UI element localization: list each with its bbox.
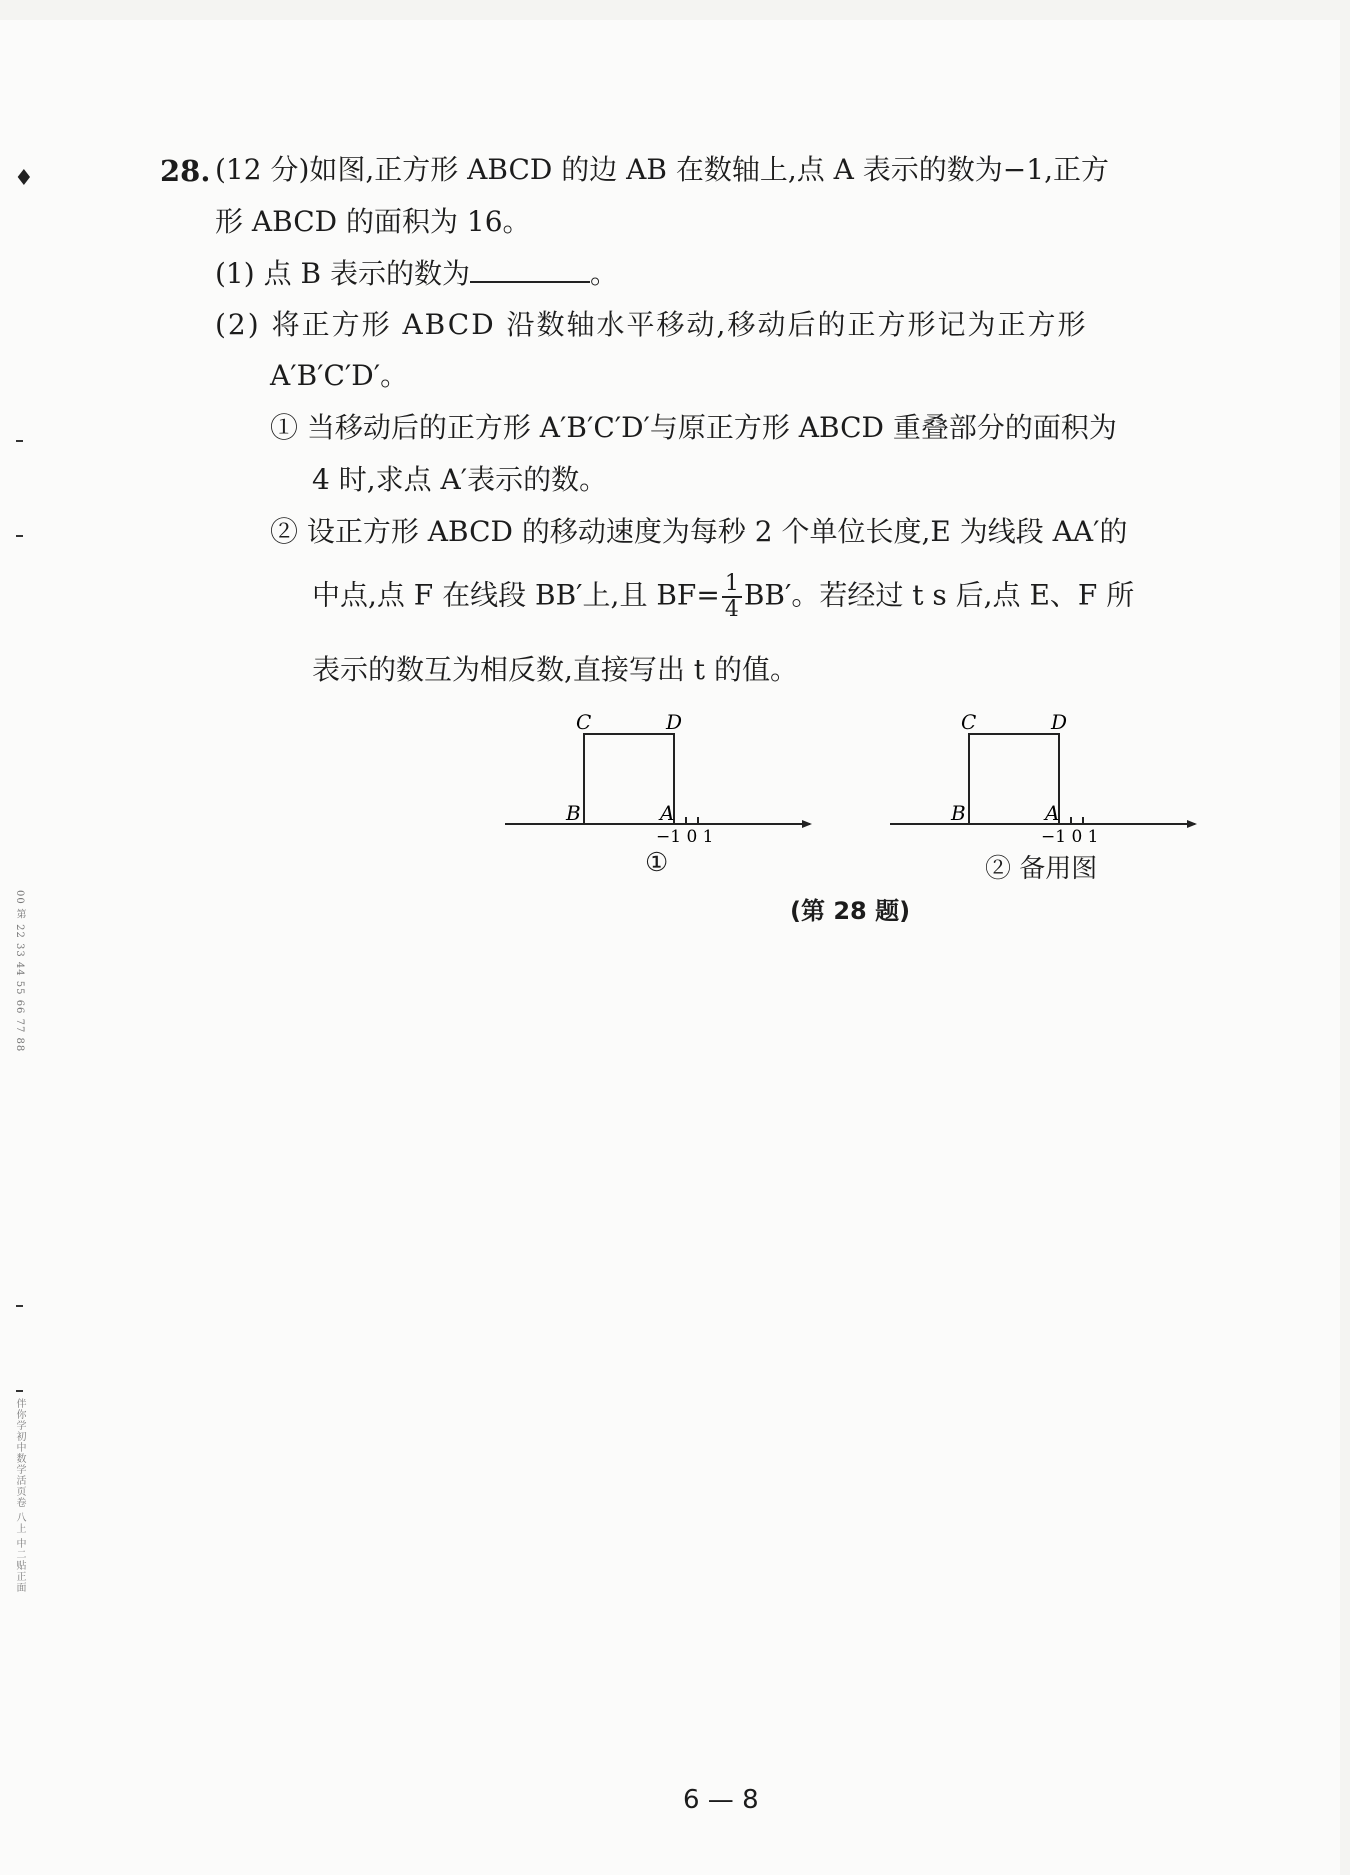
margin-side-text: 伴你学初中数学活页卷 八上 中二贴正面 [14, 1398, 25, 1594]
label-c: C [576, 710, 592, 734]
tick-labels: −1 0 1 [656, 827, 714, 845]
fraction-numerator: 1 [722, 572, 742, 598]
question-intro: (12 分)如图,正方形 ABCD 的边 AB 在数轴上,点 A 表示的数为−1,正方 [215, 153, 1109, 186]
figure-1-label: ① [645, 848, 669, 878]
figure-1 [500, 705, 830, 845]
margin-side-text: 00 第 22 33 44 55 66 77 88 [14, 890, 25, 1053]
part-2: (2) 将正方形 ABCD 沿数轴水平移动,移动后的正方形记为正方形 [215, 308, 1088, 341]
sub-question-2: 表示的数互为相反数,直接写出 t 的值。 [312, 653, 798, 686]
label-a: A [1045, 801, 1060, 825]
label-d: D [666, 710, 683, 734]
axis-arrow-icon [802, 820, 812, 828]
margin-tick [16, 535, 23, 537]
sub-question-1: ① 当移动后的正方形 A′B′C′D′与原正方形 ABCD 重叠部分的面积为 [270, 411, 1117, 444]
sub-question-2-text: BB′。若经过 t s 后,点 E、F 所 [743, 578, 1135, 612]
axis-arrow-icon [1187, 820, 1197, 828]
answer-blank [470, 257, 590, 283]
label-b: B [951, 801, 966, 825]
paper-sheet [0, 20, 1340, 1875]
diamond-marker-icon: ♦ [14, 166, 34, 191]
sub-question-2 [312, 572, 1134, 622]
sub-question-2: ② 设正方形 ABCD 的移动速度为每秒 2 个单位长度,E 为线段 AA′的 [270, 515, 1128, 548]
label-c: C [961, 710, 977, 734]
figure-2 [885, 705, 1215, 845]
part-2: A′B′C′D′。 [270, 359, 409, 392]
fraction [722, 572, 742, 622]
label-b: B [566, 801, 581, 825]
label-a: A [660, 801, 675, 825]
page-number: 6 — 8 [683, 1785, 759, 1815]
sub-question-1: 4 时,求点 A′表示的数。 [312, 463, 608, 496]
margin-tick [16, 440, 23, 442]
question-intro: 形 ABCD 的面积为 16。 [215, 205, 531, 238]
question-number: 28. [160, 154, 211, 188]
figure-caption: (第 28 题) [790, 897, 911, 925]
sub-question-2-text: 中点,点 F 在线段 BB′上,且 BF= [312, 578, 720, 612]
part-1-prefix: (1) 点 B 表示的数为 [215, 257, 470, 290]
margin-tick [16, 1305, 23, 1307]
margin-tick [16, 1390, 23, 1392]
tick-labels: −1 0 1 [1041, 827, 1099, 845]
fraction-denominator: 4 [724, 597, 739, 622]
part-1-suffix: 。 [589, 257, 618, 290]
part-1 [215, 256, 618, 292]
label-d: D [1051, 710, 1068, 734]
figure-2-label: ② 备用图 [985, 854, 1098, 884]
